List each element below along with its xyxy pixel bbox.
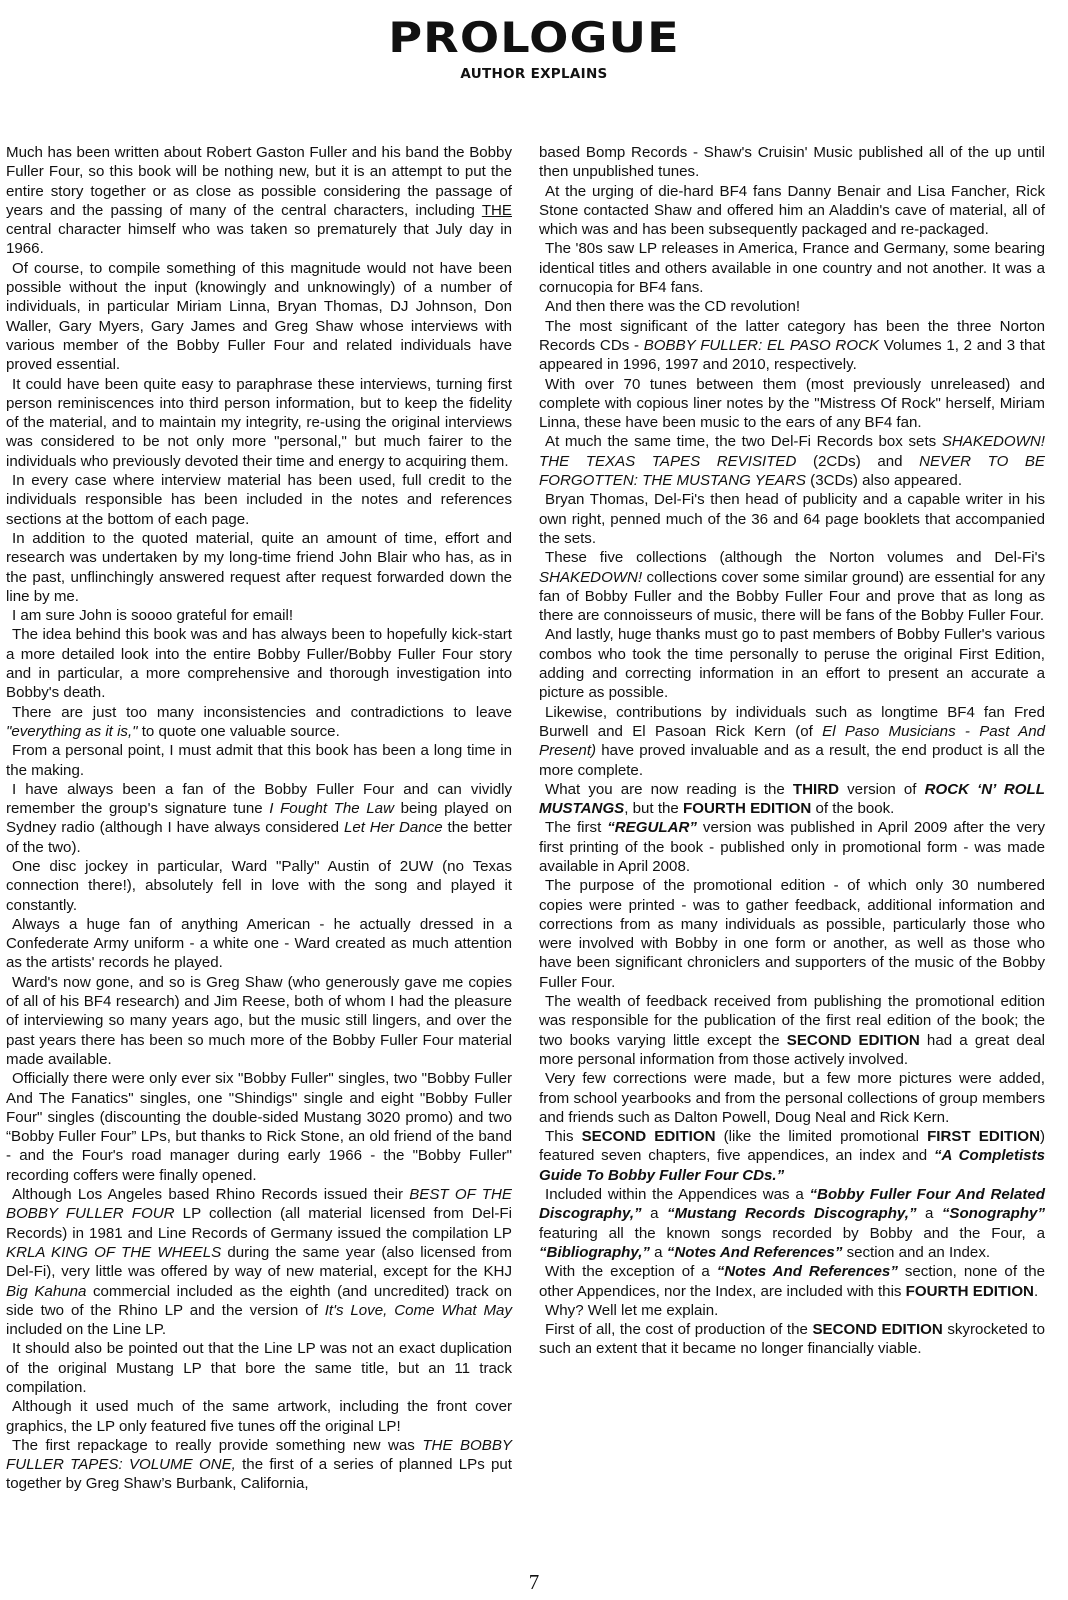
paragraph: With the exception of a “Notes And References” section, none of the other Appendices, nor the Index, are included with this FOURTH EDITION.	[539, 1263, 1045, 1300]
paragraph: And then there was the CD revolution!	[545, 298, 801, 316]
paragraph: It could have been quite easy to paraphrase these interviews, turning first person reminiscences into third person information, but to keep the fidelity of the material, and to maintain my integrity, re-using the original interviews was considered to be not only more "personal," but much fairer to the individuals who previously devoted their time and energy to acquiring them.	[6, 375, 512, 470]
paragraph: I am sure John is soooo grateful for email!	[12, 607, 294, 625]
paragraph: One disc jockey in particular, Ward "Pally" Austin of 2UW (no Texas connection there!), absolutely fell in love with the song and played it constantly.	[6, 857, 512, 914]
page-title: PROLOGUE	[388, 13, 680, 62]
paragraph: Very few corrections were made, but a few more pictures were added, from school yearbooks and from the personal collections of group members and friends such as Dalton Powell, Doug Neal and Rick Kern.	[539, 1070, 1045, 1126]
paragraph: At the urging of die-hard BF4 fans Danny Benair and Lisa Fancher, Rick Stone contacted Shaw and offered him an Aladdin's cave of material, all of which was and has been subsequently packaged and re-packaged.	[539, 182, 1045, 239]
paragraph: Ward's now gone, and so is Greg Shaw (who generously gave me copies of all of his BF4 research) and Jim Reese, both of whom I had the pleasure of interviewing so many years ago, but the music still lingers, and over the past years there has been so much more of the Bobby Fuller Four material made available.	[6, 973, 512, 1068]
paragraph: The first repackage to really provide something new was THE BOBBY FULLER TAPES: VOLUME ONE, the first of a series of planned LPs put together by Greg Shaw’s Burbank, California,	[6, 1436, 512, 1493]
paragraph: Officially there were only ever six "Bobby Fuller" singles, two "Bobby Fuller And The Fanatics" singles, one "Shindigs" single and eight "Bobby Fuller Four" singles (discounting the double-sided Mustang 3020 promo) and two “Bobby Fuller Four” LPs, but thanks to Rick Stone, an old friend of the band - and the Four's road manager during early 1966 - the "Bobby Fuller" recording coffers were finally opened.	[6, 1070, 512, 1184]
right-column	[539, 143, 1045, 1359]
page-header	[0, 14, 1068, 82]
paragraph: Included within the Appendices was a “Bobby Fuller Four And Related Discography,” a “Mustang Records Discography,” a “Sonography” featuring all the known songs recorded by Bobby and the Four, a “Bibliography,” a “Notes And References” section and an Index.	[539, 1186, 1045, 1261]
paragraph: Although it used much of the same artwork, including the front cover graphics, the LP only featured five tunes off the original LP!	[6, 1398, 512, 1435]
paragraph: Of course, to compile something of this magnitude would not have been possible without the input (knowingly and unknowingly) of a number of individuals, in particular Miriam Linna, Bryan Thomas, DJ Johnson, Don Waller, Gary Myers, Gary James and Greg Shaw whose interviews with various member of the Bobby Fuller Four and related individuals have proved essential.	[6, 259, 512, 374]
paragraph: First of all, the cost of production of the SECOND EDITION skyrocketed to such an extent that it became no longer financially viable.	[539, 1321, 1045, 1358]
left-column	[6, 143, 512, 1494]
paragraph: Likewise, contributions by individuals such as longtime BF4 fan Fred Burwell and El Pasoan Rick Kern (of El Paso Musicians - Past And Present) have proved invaluable and as a result, the end product is all the more complete.	[539, 703, 1045, 779]
paragraph: What you are now reading is the THIRD version of ROCK ‘N’ ROLL MUSTANGS, but the FOURTH EDITION of the book.	[539, 780, 1045, 818]
paragraph: based Bomp Records - Shaw's Cruisin' Music published all of the up until then unpublished tunes.	[539, 144, 1045, 181]
paragraph: Always a huge fan of anything American - he actually dressed in a Confederate Army uniform - a white one - Ward created as much attention as the artists' records he played.	[6, 915, 512, 972]
paragraph: There are just too many inconsistencies and contradictions to leave "everything as it is," to quote one valuable source.	[6, 703, 512, 740]
paragraph: The '80s saw LP releases in America, France and Germany, some bearing identical titles and others available in one country and not another. It was a cornucopia for BF4 fans.	[539, 240, 1045, 297]
page-subtitle: AUTHOR EXPLAINS	[460, 66, 608, 82]
paragraph: And lastly, huge thanks must go to past members of Bobby Fuller's various combos who took the time personally to peruse the original First Edition, adding and correcting information in an effort to present an accurate a picture as possible.	[539, 626, 1045, 702]
paragraph: The wealth of feedback received from publishing the promotional edition was responsible for the publication of the first real edition of the book; the two books varying little except the SECOND EDITION had a great deal more personal information from those actively involved.	[539, 993, 1045, 1068]
paragraph: It should also be pointed out that the Line LP was not an exact duplication of the original Mustang LP that bore the same title, but an 11 track compilation.	[6, 1340, 512, 1396]
paragraph: The purpose of the promotional edition - of which only 30 numbered copies were printed - was to gather feedback, additional information and corrections from as many individuals as possible, particularly those who were involved with Bobby in one form or another, as well as those who have been significant chroniclers and supporters of the music of the Bobby Fuller Four.	[539, 877, 1045, 991]
paragraph: This SECOND EDITION (like the limited promotional FIRST EDITION) featured seven chapters, five appendices, an index and “A Completists Guide To Bobby Fuller Four CDs.”	[539, 1128, 1045, 1184]
paragraph: The first “REGULAR” version was published in April 2009 after the very first printing of the book - published only in promotional form - was made available in April 2008.	[539, 819, 1045, 875]
paragraph: At much the same time, the two Del-Fi Records box sets SHAKEDOWN! THE TEXAS TAPES REVISITED (2CDs) and NEVER TO BE FORGOTTEN: THE MUSTANG YEARS (3CDs) also appeared.	[539, 433, 1046, 490]
paragraph: From a personal point, I must admit that this book has been a long time in the making.	[6, 742, 512, 779]
paragraph: Why? Well let me explain.	[545, 1301, 719, 1319]
paragraph: The most significant of the latter category has been the three Norton Records CDs - BOBBY FULLER: EL PASO ROCK Volumes 1, 2 and 3 that appeared in 1996, 1997 and 2010, respectively.	[539, 317, 1045, 374]
paragraph: The idea behind this book was and has always been to hopefully kick-start a more detailed look into the entire Bobby Fuller/Bobby Fuller Four story and in particular, a more comprehensive and thorough investigation into Bobby's death.	[6, 626, 512, 702]
paragraph: In addition to the quoted material, quite an amount of time, effort and research was undertaken by my long-time friend John Blair who has, as in the past, unflinchingly answered request after request forwarded down the line by me.	[6, 529, 512, 605]
page-number: 7	[528, 1570, 540, 1594]
paragraph: I have always been a fan of the Bobby Fuller Four and can vividly remember the group's signature tune I Fought The Law being played on Sydney radio (although I have always considered Let Her Dance the better of the two).	[6, 780, 512, 856]
paragraph: Much has been written about Robert Gaston Fuller and his band the Bobby Fuller Four, so this book will be nothing new, but it is an attempt to put the entire story together or as close as possible considering the passage of years and the passing of many of the central characters, including THE central character himself who was taken so prematurely that July day in 1966.	[6, 144, 512, 258]
paragraph: In every case where interview material has been used, full credit to the individuals responsible has been included in the notes and references sections at the bottom of each page.	[6, 472, 512, 528]
paragraph: Although Los Angeles based Rhino Records issued their BEST OF THE BOBBY FULLER FOUR LP collection (all material licensed from Del-Fi Records) in 1981 and Line Records of Germany issued the compilation LP KRLA KING OF THE WHEELS during the same year (also licensed from Del-Fi), very little was offered by way of new material, except for the KHJ Big Kahuna commercial included as the eighth (and uncredited) track on side two of the Rhino LP and the version of It's Love, Come What May included on the Line LP.	[6, 1186, 513, 1339]
paragraph: These five collections (although the Norton volumes and Del-Fi's SHAKEDOWN! collections cover some similar ground) are essential for any fan of Bobby Fuller and the Bobby Fuller Four and prove that as long as there are connoisseurs of music, there will be fans of the Bobby Fuller Four.	[539, 549, 1045, 625]
paragraph: Bryan Thomas, Del-Fi's then head of publicity and a capable writer in his own right, penned much of the 36 and 64 page booklets that accompanied the sets.	[539, 491, 1045, 547]
paragraph: With over 70 tunes between them (most previously unreleased) and complete with copious liner notes by the "Mistress Of Rock" herself, Miriam Linna, these have been music to the ears of any BF4 fan.	[539, 375, 1045, 432]
